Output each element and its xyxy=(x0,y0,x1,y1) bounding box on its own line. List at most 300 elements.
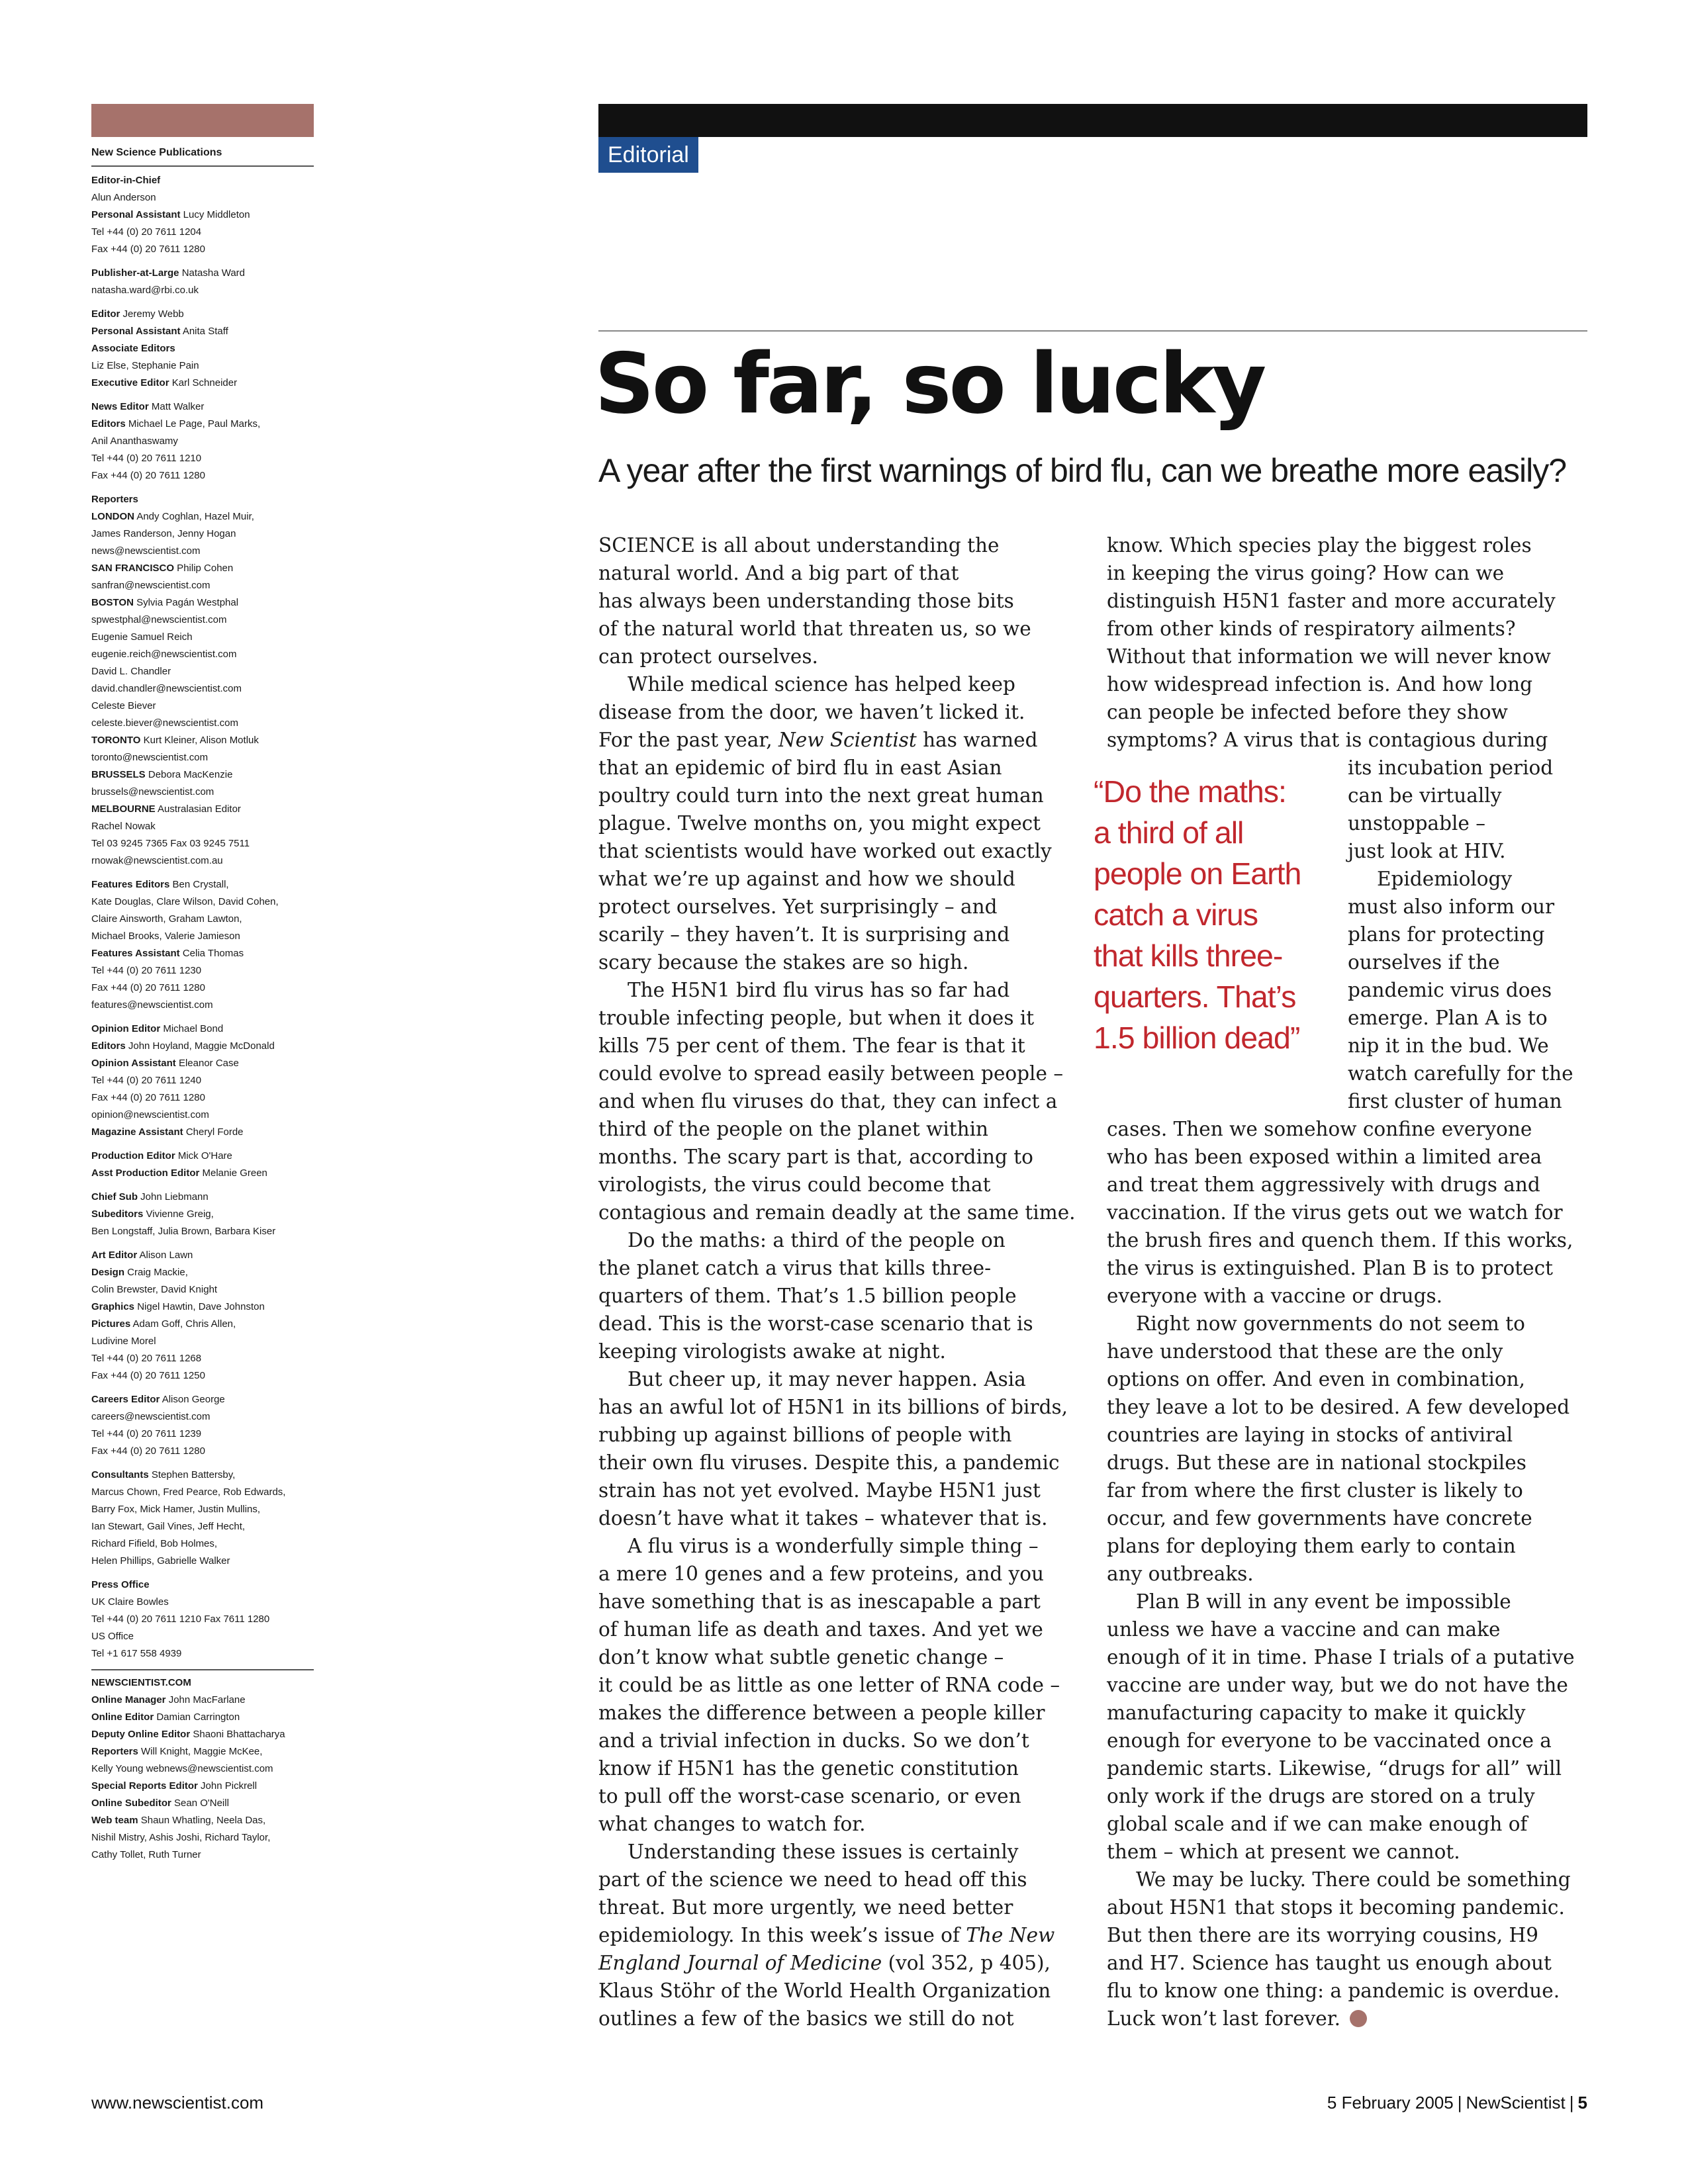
article-line: global scale and if we can make enough of xyxy=(1107,1813,1528,1835)
article-line: about H5N1 that stops it becoming pandemic. xyxy=(1107,1896,1565,1919)
masthead-text: Michael Bond xyxy=(160,1023,224,1034)
article-line: that an epidemic of bird flu in east Asian xyxy=(598,756,1002,779)
masthead-line xyxy=(91,1281,314,1298)
masthead-group xyxy=(91,1189,314,1240)
masthead-line xyxy=(91,911,314,928)
masthead-role: SAN FRANCISCO xyxy=(91,563,175,574)
masthead-line xyxy=(91,629,314,646)
masthead-role: MELBOURNE xyxy=(91,803,156,815)
masthead-role: Web team xyxy=(91,1815,138,1826)
article-line: of the natural world that threaten us, so we xyxy=(598,617,1031,640)
masthead-role: Careers Editor xyxy=(91,1394,160,1405)
masthead-text: features@newscientist.com xyxy=(91,999,213,1011)
article-line: threat. But more urgently, we need better xyxy=(598,1896,1013,1919)
masthead-line xyxy=(91,543,314,560)
masthead-text: Nishil Mistry, Ashis Joshi, Richard Taylor, xyxy=(91,1832,271,1843)
masthead-text: brussels@newscientist.com xyxy=(91,786,214,797)
masthead-role: Consultants xyxy=(91,1469,149,1480)
masthead-line xyxy=(91,962,314,979)
standfirst: A year after the first warnings of bird flu, can we breathe more easily? xyxy=(598,452,1567,489)
masthead-text: Fax +44 (0) 20 7611 1280 xyxy=(91,244,205,255)
article-line: Understanding these issues is certainly xyxy=(628,1841,1019,1863)
masthead-role: Art Editor xyxy=(91,1250,138,1261)
masthead-text: Eugenie Samuel Reich xyxy=(91,631,193,643)
masthead-role: Online Editor xyxy=(91,1711,154,1723)
masthead-role: Features Editors xyxy=(91,879,170,890)
masthead-line xyxy=(91,1553,314,1570)
masthead-line xyxy=(91,1795,314,1812)
masthead-text: Alun Anderson xyxy=(91,192,156,203)
masthead-role: Press Office xyxy=(91,1579,150,1590)
masthead-line xyxy=(91,784,314,801)
article-line: natural world. And a big part of that xyxy=(598,562,959,584)
masthead-text: eugenie.reich@newscientist.com xyxy=(91,649,237,660)
page-title: So far, so lucky xyxy=(594,335,1264,432)
masthead-text: Craig Mackie, xyxy=(124,1267,188,1278)
masthead-group xyxy=(91,1247,314,1385)
masthead-line xyxy=(91,224,314,241)
article-line: protect ourselves. Yet surprisingly – and xyxy=(598,895,998,918)
masthead-role: Subeditors xyxy=(91,1208,144,1220)
masthead-line xyxy=(91,491,314,508)
article-line: flu to know one thing: a pandemic is overdue. xyxy=(1107,1979,1560,2002)
article-line: can be virtually xyxy=(1348,784,1502,807)
masthead-role: Reporters xyxy=(91,1746,138,1757)
article-line: a mere 10 genes and a few proteins, and you xyxy=(598,1563,1045,1585)
masthead-text: John Liebmann xyxy=(138,1191,209,1203)
article-line: trouble infecting people, but when it does it xyxy=(598,1007,1035,1029)
masthead-text: Eleanor Case xyxy=(175,1058,239,1069)
masthead-line xyxy=(91,997,314,1014)
masthead-line xyxy=(91,1408,314,1426)
masthead-text: Fax +44 (0) 20 7611 1250 xyxy=(91,1370,205,1381)
masthead-text: news@newscientist.com xyxy=(91,545,201,557)
masthead-text: Helen Phillips, Gabrielle Walker xyxy=(91,1555,230,1567)
article-line: plans for deploying them early to contain xyxy=(1107,1535,1516,1557)
masthead-role: Editors xyxy=(91,418,126,430)
article-line: know if H5N1 has the genetic constitution xyxy=(598,1757,1019,1780)
masthead-line xyxy=(91,375,314,392)
masthead-line xyxy=(91,1350,314,1367)
masthead-text: James Randerson, Jenny Hogan xyxy=(91,528,236,539)
masthead-text: David L. Chandler xyxy=(91,666,171,677)
article-line: virologists, the virus could become that xyxy=(598,1173,991,1196)
masthead-line xyxy=(91,749,314,766)
masthead-text: John Hoyland, Maggie McDonald xyxy=(125,1040,275,1052)
article-line: that scientists would have worked out exactly xyxy=(598,840,1052,862)
article-line: could evolve to spread easily between people – xyxy=(598,1062,1064,1085)
pull-quote-line: quarters. That’s xyxy=(1094,979,1296,1014)
article-line: how widespread infection is. And how long xyxy=(1107,673,1532,696)
masthead-text: Lucy Middleton xyxy=(180,209,250,220)
article-line: enough for everyone to be vaccinated once a xyxy=(1107,1729,1552,1752)
article-line: who has been exposed within a limited area xyxy=(1107,1146,1542,1168)
masthead-text: Fax +44 (0) 20 7611 1280 xyxy=(91,982,205,993)
masthead-text: Will Knight, Maggie McKee, xyxy=(138,1746,263,1757)
masthead-role: Editors xyxy=(91,1040,126,1052)
masthead-text: Karl Schneider xyxy=(169,377,238,388)
pull-quote-line: people on Earth xyxy=(1094,856,1301,891)
masthead-text: UK Claire Bowles xyxy=(91,1596,169,1608)
masthead-text: Michael Le Page, Paul Marks, xyxy=(125,418,261,430)
article-line: But cheer up, it may never happen. Asia xyxy=(628,1368,1026,1390)
masthead-line xyxy=(91,1333,314,1350)
article-line: and treat them aggressively with drugs and xyxy=(1107,1173,1540,1196)
masthead-text: Mick O'Hare xyxy=(175,1150,232,1161)
article-line: first cluster of human xyxy=(1348,1090,1562,1113)
masthead-text: Philip Cohen xyxy=(174,563,234,574)
article-line: unless we have a vaccine and can make xyxy=(1107,1618,1501,1641)
masthead-line xyxy=(91,1778,314,1795)
masthead-text: Ben Crystall, xyxy=(169,879,229,890)
article-line: England Journal of Medicine (vol 352, p 405), xyxy=(598,1952,1051,1974)
article-line: distinguish H5N1 faster and more accurately xyxy=(1107,590,1556,612)
masthead-line xyxy=(91,577,314,594)
article-line: vaccine are under way, but we do not have the xyxy=(1107,1674,1568,1696)
masthead-line xyxy=(91,560,314,577)
masthead-line xyxy=(91,1594,314,1611)
masthead-line xyxy=(91,1484,314,1501)
masthead-line xyxy=(91,979,314,997)
masthead-text: Melanie Green xyxy=(199,1167,267,1179)
masthead-line xyxy=(91,1518,314,1535)
article-line: have understood that these are the only xyxy=(1107,1340,1503,1363)
masthead-text: david.chandler@newscientist.com xyxy=(91,683,242,694)
article-line: only work if the drugs are stored on a truly xyxy=(1107,1785,1535,1807)
masthead-color-bar xyxy=(91,104,314,137)
article-line: SCIENCE is all about understanding the xyxy=(598,534,1000,557)
masthead-line xyxy=(91,508,314,525)
masthead-text: Michael Brooks, Valerie Jamieson xyxy=(91,931,240,942)
article-line: far from where the first cluster is likely to xyxy=(1107,1479,1523,1502)
masthead-role: Asst Production Editor xyxy=(91,1167,200,1179)
article-line: the brush fires and quench them. If this works, xyxy=(1107,1229,1573,1251)
masthead-line xyxy=(91,241,314,258)
masthead-line xyxy=(91,357,314,375)
article-line: nip it in the bud. We xyxy=(1348,1034,1549,1057)
masthead-role: Editor xyxy=(91,308,120,320)
masthead-text: Fax +44 (0) 20 7611 1280 xyxy=(91,470,205,481)
masthead-text: toronto@newscientist.com xyxy=(91,752,209,763)
article-line: epidemiology. In this week’s issue of The New xyxy=(598,1924,1055,1946)
article-line: manufacturing capacity to make it quickly xyxy=(1107,1702,1526,1724)
masthead-line xyxy=(91,1812,314,1829)
article-line: outlines a few of the basics we still do not xyxy=(598,2007,1014,2030)
article-line: its incubation period xyxy=(1348,756,1554,779)
article-line: cases. Then we somehow confine everyone xyxy=(1107,1118,1532,1140)
masthead-line xyxy=(91,1846,314,1864)
masthead-line xyxy=(91,1391,314,1408)
article-line: disease from the door, we haven’t licked it. xyxy=(598,701,1025,723)
masthead-line xyxy=(91,1206,314,1223)
masthead-line xyxy=(91,766,314,784)
masthead-role: Pictures xyxy=(91,1318,131,1330)
page-number: 5 xyxy=(1577,2093,1587,2113)
pull-quote-line: that kills three- xyxy=(1094,938,1283,973)
article-line: emerge. Plan A is to xyxy=(1348,1007,1548,1029)
masthead-group xyxy=(91,1021,314,1141)
masthead-text: Debora MacKenzie xyxy=(145,769,233,780)
masthead-line xyxy=(91,1055,314,1072)
masthead-text: Stephen Battersby, xyxy=(148,1469,236,1480)
masthead-text: Cheryl Forde xyxy=(183,1126,244,1138)
article-line: dead. This is the worst-case scenario that is xyxy=(598,1312,1033,1335)
masthead-role: Features Assistant xyxy=(91,948,180,959)
masthead-line xyxy=(91,945,314,962)
masthead-line xyxy=(91,340,314,357)
article-line: plans for protecting xyxy=(1348,923,1545,946)
footer-folio: 5 February 2005 | NewScientist | 5 xyxy=(1327,2093,1587,2113)
masthead-line xyxy=(91,646,314,663)
masthead-line xyxy=(91,172,314,189)
pull-quote-line: 1.5 billion dead” xyxy=(1094,1021,1300,1055)
masthead-line xyxy=(91,835,314,852)
masthead-text: Cathy Tollet, Ruth Turner xyxy=(91,1849,201,1860)
article-line: must also inform our xyxy=(1348,895,1555,918)
masthead-line xyxy=(91,1426,314,1443)
masthead-text: Rachel Nowak xyxy=(91,821,156,832)
article-line: the virus is extinguished. Plan B is to protect xyxy=(1107,1257,1553,1279)
article-line: ourselves if the xyxy=(1348,951,1500,974)
masthead-line xyxy=(91,876,314,893)
article-column-right-bottom xyxy=(1107,1115,1587,2032)
masthead-line xyxy=(91,306,314,323)
masthead-text: Tel +44 (0) 20 7611 1239 xyxy=(91,1428,202,1439)
masthead-role: Executive Editor xyxy=(91,377,169,388)
masthead-text: John Pickrell xyxy=(197,1780,258,1792)
masthead-line xyxy=(91,1628,314,1645)
masthead-line xyxy=(91,1829,314,1846)
article-line: poultry could turn into the next great human xyxy=(598,784,1044,807)
masthead-role: Design xyxy=(91,1267,125,1278)
masthead-text: Adam Goff, Chris Allen, xyxy=(130,1318,236,1330)
header-black-bar xyxy=(598,104,1587,137)
masthead-line xyxy=(91,1692,314,1709)
article-line: symptoms? A virus that is contagious during xyxy=(1107,729,1548,751)
article-line: drugs. But these are in national stockpiles xyxy=(1107,1451,1526,1474)
masthead-group xyxy=(91,1391,314,1460)
article-line: can people be infected before they show xyxy=(1107,701,1508,723)
article-line: enough of it in time. Phase I trials of a putative xyxy=(1107,1646,1575,1668)
end-mark-icon xyxy=(1350,2010,1367,2027)
masthead-text: Matt Walker xyxy=(148,401,205,412)
article-line: Without that information we will never know xyxy=(1107,645,1551,668)
masthead-line xyxy=(91,1247,314,1264)
pull-quote xyxy=(1094,771,1338,1058)
masthead-line xyxy=(91,323,314,340)
section-label: Editorial xyxy=(598,137,698,173)
masthead-line xyxy=(91,1611,314,1628)
article-line: We may be lucky. There could be something xyxy=(1136,1868,1571,1891)
article-line: watch carefully for the xyxy=(1348,1062,1573,1085)
masthead-text: Jeremy Webb xyxy=(120,308,184,320)
masthead-text: Kurt Kleiner, Alison Motluk xyxy=(140,735,259,746)
masthead-role: Publisher-at-Large xyxy=(91,267,179,279)
masthead-line xyxy=(91,1709,314,1726)
masthead-text: Tel +44 (0) 20 7611 1210 xyxy=(91,453,202,464)
article-line: While medical science has helped keep xyxy=(628,673,1015,696)
masthead-text: Ben Longstaff, Julia Brown, Barbara Kiser xyxy=(91,1226,276,1237)
article-line: in keeping the virus going? How can we xyxy=(1107,562,1505,584)
masthead-line xyxy=(91,1072,314,1089)
masthead-text: Barry Fox, Mick Hamer, Justin Mullins, xyxy=(91,1504,261,1515)
pull-quote-line: “Do the maths: xyxy=(1094,774,1286,809)
issue-date: 5 February 2005 xyxy=(1327,2093,1454,2113)
article-line: Epidemiology xyxy=(1377,868,1513,890)
article-line: quarters of them. That’s 1.5 billion people xyxy=(598,1285,1017,1307)
masthead-text: Ludivine Morel xyxy=(91,1336,156,1347)
masthead-line xyxy=(91,1367,314,1385)
article-line: know. Which species play the biggest roles xyxy=(1107,534,1532,557)
masthead-line xyxy=(91,1089,314,1107)
masthead-role: NEWSCIENTIST.COM xyxy=(91,1677,191,1688)
masthead-text: Vivienne Greig, xyxy=(143,1208,214,1220)
masthead-line xyxy=(91,1021,314,1038)
masthead-line xyxy=(91,1223,314,1240)
magazine-name: NewScientist xyxy=(1466,2093,1566,2113)
article-line: rubbing up against billions of people with xyxy=(598,1424,1012,1446)
masthead-line xyxy=(91,1743,314,1760)
article-line: For the past year, New Scientist has warned xyxy=(598,729,1038,751)
masthead-role: Deputy Online Editor xyxy=(91,1729,191,1740)
masthead-line xyxy=(91,1165,314,1182)
article-line: occur, and few governments have concrete xyxy=(1107,1507,1532,1529)
masthead-role: Reporters xyxy=(91,494,138,505)
masthead-line xyxy=(91,1760,314,1778)
article-line: vaccination. If the virus gets out we watch for xyxy=(1107,1201,1563,1224)
masthead-role: Personal Assistant xyxy=(91,326,181,337)
masthead-text: Celia Thomas xyxy=(179,948,244,959)
masthead-text: Alison Lawn xyxy=(137,1250,193,1261)
masthead-group xyxy=(91,306,314,392)
article-line: it could be as little as one letter of RNA code – xyxy=(598,1674,1060,1696)
masthead-line xyxy=(91,801,314,818)
masthead-text: Andy Coghlan, Hazel Muir, xyxy=(134,511,254,522)
masthead-line xyxy=(91,450,314,467)
masthead-groups xyxy=(91,172,314,1864)
masthead-text: Australasian Editor xyxy=(155,803,241,815)
masthead-credits xyxy=(91,144,314,1870)
article-column-right-top xyxy=(1107,531,1587,754)
masthead-group xyxy=(91,398,314,484)
masthead-text: Tel +44 (0) 20 7611 1268 xyxy=(91,1353,202,1364)
article-line: the planet catch a virus that kills three- xyxy=(598,1257,992,1279)
article-line: them – which at present we cannot. xyxy=(1107,1841,1460,1863)
masthead-line xyxy=(91,1467,314,1484)
masthead-group xyxy=(91,1669,314,1864)
masthead-text: spwestphal@newscientist.com xyxy=(91,614,227,625)
masthead-role: Opinion Assistant xyxy=(91,1058,176,1069)
masthead-role: BRUSSELS xyxy=(91,769,146,780)
masthead-text: Claire Ainsworth, Graham Lawton, xyxy=(91,913,242,925)
masthead-line xyxy=(91,1316,314,1333)
article-line: options on offer. And even in combination, xyxy=(1107,1368,1526,1390)
masthead-text: Kelly Young webnews@newscientist.com xyxy=(91,1763,273,1774)
masthead-role: Opinion Editor xyxy=(91,1023,161,1034)
masthead-role: Editor-in-Chief xyxy=(91,175,161,186)
article-line: The H5N1 bird flu virus has so far had xyxy=(628,979,1010,1001)
masthead-line xyxy=(91,1501,314,1518)
masthead-text: Marcus Chown, Fred Pearce, Rob Edwards, xyxy=(91,1486,286,1498)
article-line: don’t know what subtle genetic change – xyxy=(598,1646,1004,1668)
article-line: A flu virus is a wonderfully simple thing – xyxy=(628,1535,1039,1557)
masthead-line xyxy=(91,1726,314,1743)
publisher-name: New Science Publications xyxy=(91,144,314,167)
masthead-text: Natasha Ward xyxy=(179,267,246,279)
masthead-line xyxy=(91,680,314,698)
masthead-line xyxy=(91,698,314,715)
article-line: and a trivial infection in ducks. So we don’t xyxy=(598,1729,1029,1752)
article-line: and when flu viruses do that, they can infect a xyxy=(598,1090,1058,1113)
masthead-text: Nigel Hawtin, Dave Johnston xyxy=(134,1301,265,1312)
masthead-text: Tel +44 (0) 20 7611 1204 xyxy=(91,226,202,238)
masthead-text: John MacFarlane xyxy=(165,1694,246,1706)
masthead-text: celeste.biever@newscientist.com xyxy=(91,717,238,729)
masthead-role: Chief Sub xyxy=(91,1191,138,1203)
masthead-text: Alison George xyxy=(160,1394,225,1405)
masthead-line xyxy=(91,1443,314,1460)
article-line: scarily – they haven’t. It is surprising and xyxy=(598,923,1010,946)
article-line: Do the maths: a third of the people on xyxy=(628,1229,1006,1251)
masthead-line xyxy=(91,852,314,870)
article-line: makes the difference between a people killer xyxy=(598,1702,1045,1724)
masthead-role: Online Manager xyxy=(91,1694,166,1706)
masthead-text: Sylvia Pagán Westphal xyxy=(133,597,239,608)
article-line: contagious and remain deadly at the same time. xyxy=(598,1201,1076,1224)
masthead-text: Tel +44 (0) 20 7611 1240 xyxy=(91,1075,202,1086)
masthead-group xyxy=(91,265,314,299)
masthead-text: careers@newscientist.com xyxy=(91,1411,211,1422)
masthead-text: opinion@newscientist.com xyxy=(91,1109,209,1120)
headline-rule xyxy=(598,330,1587,332)
masthead-line xyxy=(91,265,314,282)
article-line: have something that is as inescapable a part xyxy=(598,1590,1041,1613)
masthead-text: Tel +44 (0) 20 7611 1230 xyxy=(91,965,202,976)
masthead-line xyxy=(91,893,314,911)
masthead-text: Fax +44 (0) 20 7611 1280 xyxy=(91,1092,205,1103)
article-line: unstoppable – xyxy=(1348,812,1486,835)
masthead-line xyxy=(91,732,314,749)
masthead-text: Tel 03 9245 7365 Fax 03 9245 7511 xyxy=(91,838,250,849)
masthead-line xyxy=(91,206,314,224)
masthead-role: Online Subeditor xyxy=(91,1797,171,1809)
masthead-line xyxy=(91,467,314,484)
masthead-line xyxy=(91,1298,314,1316)
article-line: they leave a lot to be desired. A few developed xyxy=(1107,1396,1570,1418)
masthead-text: Colin Brewster, David Knight xyxy=(91,1284,218,1295)
masthead-line xyxy=(91,715,314,732)
article-line: strain has not yet evolved. Maybe H5N1 just xyxy=(598,1479,1041,1502)
article-line: kills 75 per cent of them. The fear is that it xyxy=(598,1034,1025,1057)
masthead-line xyxy=(91,1669,314,1692)
masthead-text: Anita Staff xyxy=(180,326,228,337)
article-line: and H7. Science has taught us enough about xyxy=(1107,1952,1552,1974)
masthead-line xyxy=(91,1535,314,1553)
article-column-right-wrap xyxy=(1348,754,1587,1115)
masthead-line xyxy=(91,398,314,416)
masthead-text: Celeste Biever xyxy=(91,700,156,711)
masthead-text: Richard Fifield, Bob Holmes, xyxy=(91,1538,218,1549)
masthead-text: Kate Douglas, Clare Wilson, David Cohen, xyxy=(91,896,279,907)
article-line: of human life as death and taxes. And yet we xyxy=(598,1618,1043,1641)
article-line: can protect ourselves. xyxy=(598,645,818,668)
masthead-line xyxy=(91,818,314,835)
pull-quote-line: catch a virus xyxy=(1094,897,1258,932)
article-line: countries are laying in stocks of antiviral xyxy=(1107,1424,1513,1446)
masthead-role: Magazine Assistant xyxy=(91,1126,183,1138)
article-line: to pull off the worst-case scenario, or even xyxy=(598,1785,1021,1807)
article-line: from other kinds of respiratory ailments? xyxy=(1107,617,1516,640)
